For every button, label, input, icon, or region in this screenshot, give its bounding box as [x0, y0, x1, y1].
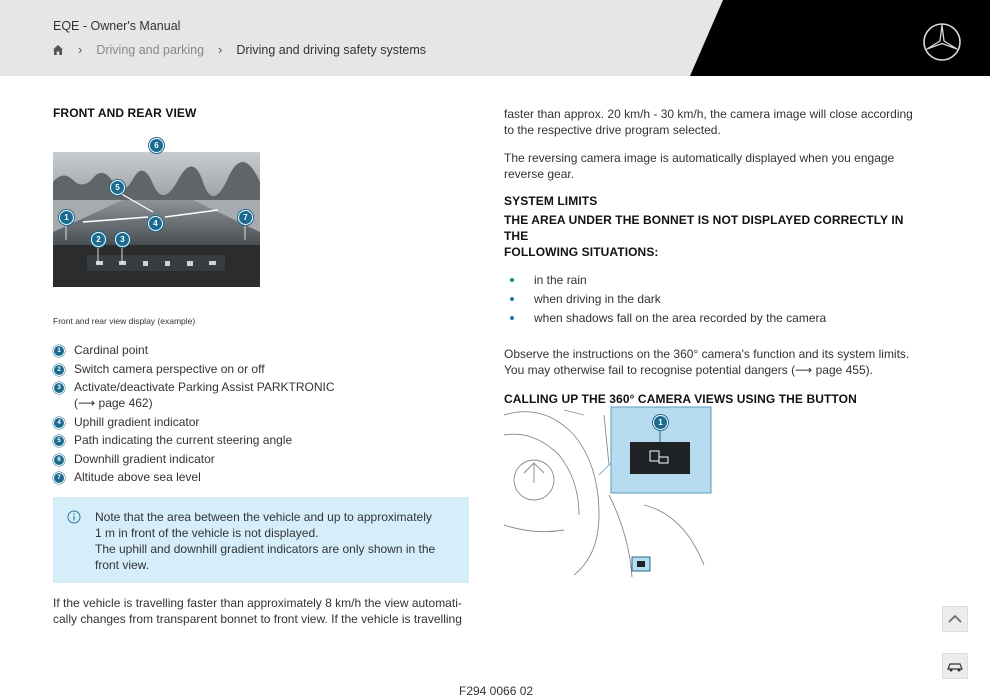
- legend-item: [53, 432, 469, 448]
- note-line: The uphill and downhill gradient indicators are only shown in the: [95, 542, 436, 556]
- reverse-paragraph: [504, 150, 916, 182]
- image-callout-3: 3: [115, 232, 130, 247]
- header-brand-panel: [690, 0, 990, 76]
- legend-item: [53, 342, 469, 358]
- chevron-right-icon: ›: [218, 42, 223, 57]
- breadcrumb-item-driving-and-parking[interactable]: Driving and parking: [96, 42, 205, 57]
- image-callout-1: 1: [59, 210, 74, 225]
- manual-title: EQE - Owner's Manual: [53, 19, 181, 33]
- section-title: FRONT AND REAR VIEW: [53, 106, 197, 120]
- right-column: [504, 106, 916, 406]
- paragraph-line: faster than approx. 20 km/h - 30 km/h, the camera image will close according: [504, 107, 913, 121]
- info-icon: [67, 510, 81, 524]
- image-callout-6: 6: [149, 138, 164, 153]
- legend-number: 6: [53, 454, 65, 466]
- legend-item: [53, 451, 469, 467]
- paragraph-line: reverse gear.: [504, 167, 575, 181]
- scroll-to-top-button[interactable]: [942, 606, 968, 632]
- legend-text: Downhill gradient indicator: [74, 451, 215, 466]
- button-callout-1: 1: [653, 415, 668, 430]
- speed-paragraph: [53, 595, 469, 627]
- camera-button-illustration: [504, 405, 714, 577]
- paragraph-line: You may otherwise fail to recognise potential dangers (⟶ page 455).: [504, 363, 873, 377]
- legend-number: 7: [53, 472, 65, 484]
- car-view-button[interactable]: [942, 653, 968, 679]
- left-column: [53, 106, 469, 120]
- note-line: 1 m in front of the vehicle is not displayed.: [95, 526, 319, 540]
- legend-text: Uphill gradient indicator: [74, 414, 200, 429]
- image-callout-7: 7: [238, 210, 253, 225]
- legend-number: 1: [53, 345, 65, 357]
- legend-text: Cardinal point: [74, 343, 149, 357]
- breadcrumb-item-current: Driving and driving safety systems: [236, 42, 427, 57]
- heading-line: THE AREA UNDER THE BONNET IS NOT DISPLAYED CORRECTLY IN THE: [504, 213, 904, 243]
- paragraph-line: to the respective drive program selected.: [504, 123, 721, 137]
- image-callout-4: 4: [148, 216, 163, 231]
- car-icon: [943, 654, 967, 678]
- legend-number: 4: [53, 417, 65, 429]
- paragraph-line: Observe the instructions on the 360° camera's function and its system limits.: [504, 347, 910, 361]
- legend-text: Switch camera perspective on or off: [74, 361, 265, 376]
- legend-number: 3: [53, 382, 65, 394]
- legend-number: 5: [53, 435, 65, 447]
- note-line: front view.: [95, 558, 150, 572]
- list-item: when driving in the dark: [504, 291, 916, 307]
- list-item: when shadows fall on the area recorded by the camera: [504, 310, 916, 326]
- legend-item: [53, 379, 469, 411]
- page-462-link[interactable]: (⟶ page 462): [74, 396, 153, 410]
- image-callout-2: 2: [91, 232, 106, 247]
- situations-list: [504, 272, 916, 326]
- legend-item: [53, 414, 469, 430]
- legend-text: Path indicating the current steering angle: [74, 433, 293, 447]
- area-not-displayed-heading: [504, 212, 916, 260]
- paragraph-line: cally changes from transparent bonnet to front view. If the vehicle is travelling: [53, 612, 462, 626]
- chevron-right-icon: ›: [78, 42, 83, 57]
- paragraph-line: The reversing camera image is automatically displayed when you engage: [504, 151, 895, 165]
- image-callout-5: 5: [110, 180, 125, 195]
- heading-line: FOLLOWING SITUATIONS:: [504, 245, 659, 259]
- dashboard-drawing: [504, 405, 714, 577]
- paragraph-line: If the vehicle is travelling faster than approximately 8 km/h the view automati-: [53, 596, 462, 610]
- continued-paragraph: [504, 106, 916, 138]
- note-text: [95, 509, 450, 573]
- calling-up-heading: CALLING UP THE 360° CAMERA VIEWS USING THE BUTTON: [504, 392, 857, 406]
- note-box: [53, 497, 469, 583]
- note-line: Note that the area between the vehicle and up to approximately: [95, 510, 432, 524]
- legend-item: [53, 469, 469, 485]
- legend-item: [53, 361, 469, 377]
- observe-paragraph: [504, 346, 916, 378]
- legend-text-line1: Activate/deactivate Parking Assist PARKTRONIC: [74, 380, 335, 394]
- list-item: in the rain: [504, 272, 916, 288]
- figure-code: F294 0066 02: [459, 684, 534, 698]
- legend-text: [74, 379, 335, 411]
- legend-list: [53, 342, 469, 488]
- image-caption: Front and rear view display (example): [53, 316, 196, 326]
- system-limits-heading: SYSTEM LIMITS: [504, 194, 598, 208]
- legend-text: Altitude above sea level: [74, 470, 201, 484]
- chevron-up-icon: [943, 607, 967, 631]
- home-icon[interactable]: [52, 44, 64, 56]
- breadcrumb: [52, 42, 426, 57]
- mercedes-star-logo: [922, 22, 962, 62]
- legend-number: 2: [53, 364, 65, 376]
